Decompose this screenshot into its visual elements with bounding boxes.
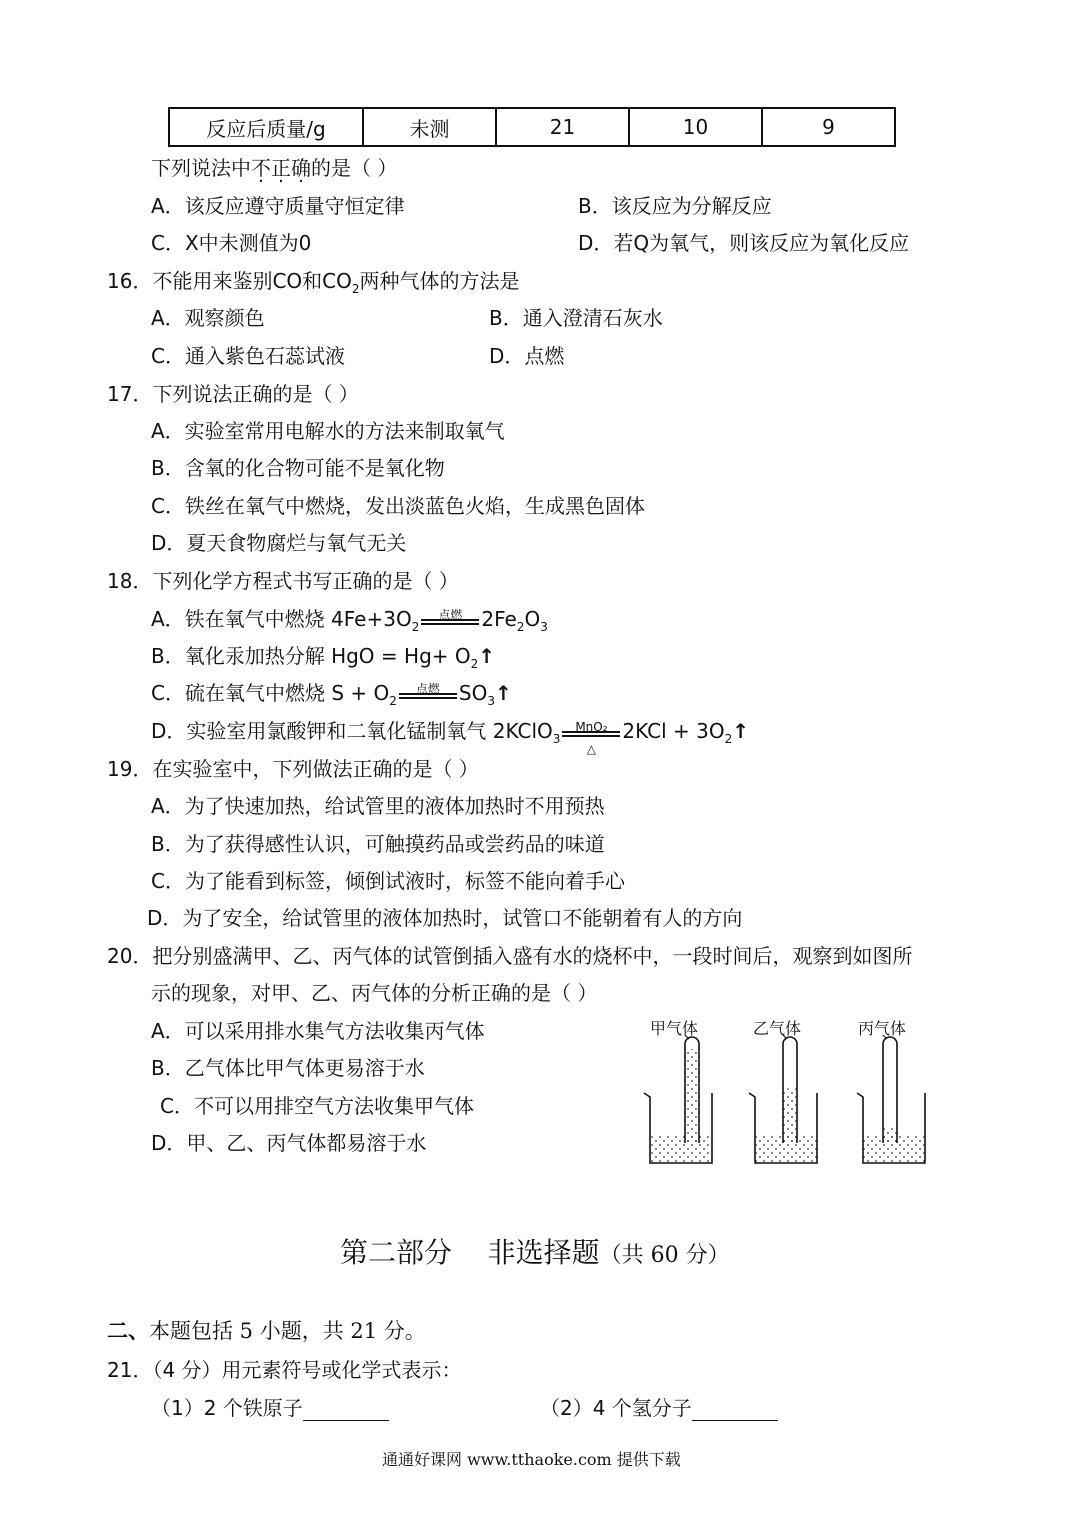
equation-text: A．铁在氧气中燃烧 4Fe+3O — [151, 607, 412, 631]
q20-option-a: A．可以采用排水集气方法收集丙气体 — [151, 1019, 485, 1043]
double-line-icon — [421, 619, 479, 625]
q16-option-c: C．通入紫色石蕊试液 — [151, 344, 345, 368]
q15-option-a: A．该反应遵守质量守恒定律 — [151, 194, 405, 218]
reaction-condition — [560, 719, 622, 756]
q15-stem-text: 下列说法中 — [151, 156, 251, 180]
subscript: 2 — [724, 732, 733, 746]
q18-option-b — [151, 643, 495, 677]
q19-option-d: D．为了安全，给试管里的液体加热时，试管口不能朝着有人的方向 — [147, 906, 743, 930]
subscript: 2 — [470, 657, 479, 671]
q15-stem-tail: 的是（ ） — [311, 156, 398, 180]
q16-option-a: A．观察颜色 — [151, 306, 265, 330]
heat-icon: △ — [586, 741, 597, 756]
q21-item2-label: （2）4 个氢分子 — [540, 1396, 692, 1420]
emphasis-char: 确 — [291, 156, 311, 180]
emphasis-char: 正 — [271, 156, 291, 180]
table-cell: 10 — [629, 108, 762, 146]
q19-option-b: B．为了获得感性认识，可触摸药品或尝药品的味道 — [151, 832, 605, 856]
q17-option-c: C．铁丝在氧气中燃烧，发出淡蓝色火焰，生成黑色固体 — [151, 494, 645, 518]
part2-heading — [340, 1235, 730, 1274]
q20-stem-line2: 示的现象，对甲、乙、丙气体的分析正确的是（ ） — [151, 981, 598, 1005]
q20-option-d: D．甲、乙、丙气体都易溶于水 — [151, 1131, 427, 1155]
double-line-icon — [399, 693, 457, 699]
figure-label-jia: 甲气体 — [650, 1019, 699, 1038]
subscript: 3 — [552, 732, 561, 746]
tube-liquid — [783, 1089, 797, 1143]
beaker-water — [650, 1135, 712, 1163]
q21-item1 — [151, 1395, 389, 1421]
part2-score: （共 60 分） — [599, 1243, 730, 1268]
equation-text: 2KCl + 3O — [622, 719, 725, 743]
part2-title: 第二部分 非选择题 — [340, 1236, 600, 1269]
equation-text: B．氧化汞加热分解 HgO = Hg+ O — [151, 644, 471, 668]
equation-text: C．硫在氧气中燃烧 S + O — [151, 681, 390, 705]
equation-text: D．实验室用氯酸钾和二氧化锰制氧气 2KClO — [151, 719, 553, 743]
q15-option-c: C．X中未测值为0 — [151, 231, 312, 255]
equation-text: 2Fe — [481, 607, 517, 631]
q21-item2 — [540, 1395, 778, 1421]
q20-stem-line1: 20．把分别盛满甲、乙、丙气体的试管倒插入盛有水的烧杯中，一段时间后，观察到如图所 — [107, 944, 913, 968]
q20-option-b: B．乙气体比甲气体更易溶于水 — [151, 1056, 425, 1080]
subscript: 2 — [411, 620, 420, 634]
subscript: 3 — [540, 620, 548, 634]
subscript: 2 — [351, 282, 360, 296]
figure-label-yi: 乙气体 — [753, 1019, 802, 1038]
table-cell: 未测 — [363, 108, 496, 146]
answer-blank[interactable] — [303, 1400, 389, 1421]
reaction-condition — [397, 682, 459, 708]
table-row-label: 反应后质量/g — [169, 108, 363, 146]
q17-option-a: A．实验室常用电解水的方法来制取氧气 — [151, 419, 505, 443]
q21-stem: 21．（4 分）用元素符号或化学式表示： — [107, 1358, 462, 1382]
q16-stem — [107, 268, 520, 302]
figure-label-bing: 丙气体 — [858, 1019, 907, 1038]
page-footer: 通通好课网 www.tthaoke.com 提供下载 — [382, 1450, 681, 1469]
arrow-up-icon: ↑ — [732, 719, 750, 743]
q21-item1-label: （1）2 个铁原子 — [151, 1396, 303, 1420]
test-tube — [883, 1037, 897, 1143]
reaction-condition — [419, 608, 481, 634]
q15-option-b: B．该反应为分解反应 — [578, 194, 772, 218]
section-text: 本题包括 5 小题，共 21 分。 — [149, 1319, 426, 1343]
subscript: 2 — [389, 694, 397, 708]
q19-option-c: C．为了能看到标签，倾倒试液时，标签不能向着手心 — [151, 869, 625, 893]
q20-option-c: C．不可以用排空气方法收集甲气体 — [160, 1094, 474, 1118]
q16-option-d: D．点燃 — [489, 344, 565, 368]
table-row — [169, 108, 895, 146]
equation-text: O — [524, 607, 541, 631]
q15-stem — [151, 155, 397, 181]
q19-option-a: A．为了快速加热，给试管里的液体加热时不用预热 — [151, 794, 605, 818]
q17-option-d: D．夏天食物腐烂与氧气无关 — [151, 531, 407, 555]
subscript: 2 — [516, 620, 525, 634]
arrow-up-icon: ↑ — [494, 681, 512, 705]
section-number: 二、 — [107, 1318, 149, 1343]
table-cell: 21 — [496, 108, 629, 146]
q18-option-d — [151, 718, 750, 756]
q15-option-d: D．若Q为氧气，则该反应为氧化反应 — [578, 231, 910, 255]
arrow-up-icon: ↑ — [478, 644, 496, 668]
q17-stem: 17．下列说法正确的是（ ） — [107, 382, 359, 406]
tube-liquid — [685, 1049, 699, 1143]
q18-option-a — [151, 606, 548, 640]
q18-stem: 18．下列化学方程式书写正确的是（ ） — [107, 569, 459, 593]
beaker-figure — [630, 1035, 950, 1170]
q16-stem-tail: 两种气体的方法是 — [359, 269, 520, 293]
q18-option-c — [151, 680, 512, 714]
section2-heading — [107, 1318, 426, 1344]
q16-stem-text: 16．不能用来鉴别CO和CO — [107, 269, 352, 293]
condition-label: 点燃 — [415, 681, 440, 696]
q17-option-b: B．含氧的化合物可能不是氧化物 — [151, 456, 445, 480]
subscript: 3 — [487, 694, 495, 708]
equation-text: SO — [458, 681, 488, 705]
q19-stem: 19．在实验室中，下列做法正确的是（ ） — [107, 757, 479, 781]
tube-liquid — [883, 1128, 897, 1143]
table-cell: 9 — [762, 108, 895, 146]
answer-blank[interactable] — [692, 1400, 778, 1421]
condition-label: MnO₂ — [575, 719, 608, 734]
q16-option-b: B．通入澄清石灰水 — [489, 306, 663, 330]
condition-label: 点燃 — [438, 607, 463, 622]
emphasis-char: 不 — [251, 156, 271, 180]
data-table — [168, 107, 896, 147]
